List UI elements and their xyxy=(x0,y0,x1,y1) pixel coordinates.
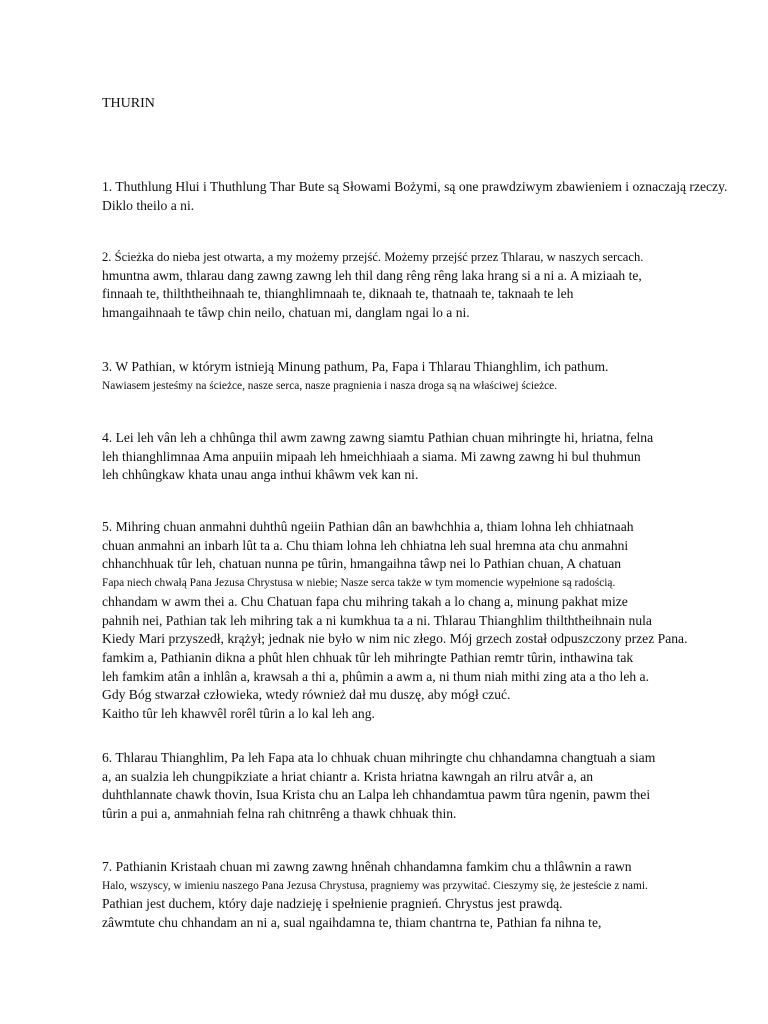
paragraph-4 xyxy=(102,429,762,485)
paragraph-line: duhthlannate chawk thovin, Isua Krista chu an Lalpa leh chhandamtua pawm tûra ngenin, pawm thei xyxy=(102,787,651,803)
paragraph-line: Fapa niech chwałą Pana Jezusa Chrystusa w niebie; Nasze serca także w tym momencie wypełnione są radością. xyxy=(102,577,616,590)
paragraph-line: chhanchhuak tûr leh, chatuan nunna pe tûrin, hmangaihna tâwp nei lo Pathian chuan, A chatuan xyxy=(102,556,622,572)
paragraph-line: Kiedy Mari przyszedł, krążył; jednak nie było w nim nic złego. Mój grzech został odpuszczony przez Pana. xyxy=(102,631,688,647)
paragraph-line: 6. Thlarau Thianghlim, Pa leh Fapa ata lo chhuak chuan mihringte chu chhandamna changtuah a siam xyxy=(102,750,656,765)
paragraph-line: leh thianghlimnaa Ama anpuiin mipaah leh hmeichhiaah a siama. Mi zawng zawng hi bul thuhmun xyxy=(102,448,641,464)
paragraph-line: Nawiasem jesteśmy na ścieżce, nasze serca, nasze pragnienia i nasza droga są na właściwej ścieżce. xyxy=(102,379,558,392)
paragraph-line: zâwmtute chu chhandam an ni a, sual ngaihdamna te, thiam chantrna te, Pathian fa nihna te, xyxy=(102,915,602,931)
paragraph-line: Pathian jest duchem, który daje nadzieję i spełnienie pragnień. Chrystus jest prawdą. xyxy=(102,896,563,912)
paragraph-line: 4. Lei leh vân leh a chhûnga thil awm zawng zawng siamtu Pathian chuan mihringte hi, hriatna, felna xyxy=(102,430,654,445)
paragraph-line: Diklo theilo a ni. xyxy=(102,197,195,213)
paragraph-line: hmangaihnaah te tâwp chin neilo, chatuan mi, danglam ngai lo a ni. xyxy=(102,305,470,321)
paragraph-6 xyxy=(102,749,762,824)
paragraph-line: Kaitho tûr leh khawvêl rorêl tûrin a lo kal leh ang. xyxy=(102,706,375,722)
paragraph-line: finnaah te, thilththeihnaah te, thianghlimnaah te, diknaah te, thatnaah te, taknaah te leh xyxy=(102,286,574,302)
paragraph-line: Gdy Bóg stwarzał człowieka, wtedy również dał mu duszę, aby mógł czuć. xyxy=(102,687,511,703)
paragraph-7 xyxy=(102,858,762,933)
paragraph-line: chhandam w awm thei a. Chu Chatuan fapa chu mihring takah a lo chang a, minung pakhat mize xyxy=(102,593,628,609)
paragraph-line: leh famkim atân a inhlân a, krawsah a thi a, phûmin a awm a, ni thum niah mithi zing ata a tho leh a. xyxy=(102,668,649,684)
paragraph-line: 5. Mihring chuan anmahni duhthû ngeiin Pathian dân an bawhchhia a, thiam lohna leh chhiatnaah xyxy=(102,519,634,534)
paragraph-line: a, an sualzia leh chungpikziate a hriat chiantr a. Krista hriatna kawngah an rilru atvâr a, an xyxy=(102,768,594,784)
paragraph-line: tûrin a pui a, anmahniah felna rah chitnrêng a thawk chhuak thin. xyxy=(102,806,457,822)
paragraph-line: Halo, wszyscy, w imieniu naszego Pana Jezusa Chrystusa, pragniemy was przywitać. Cieszymy się, że jesteście z nami. xyxy=(102,879,648,892)
paragraph-5 xyxy=(102,518,762,724)
paragraph-line: leh chhûngkaw khata unau anga inthui khâwm vek kan ni. xyxy=(102,467,419,483)
document-title: THURIN xyxy=(102,96,155,111)
paragraph-line: 7. Pathianin Kristaah chuan mi zawng zawng hnênah chhandamna famkim chu a thlâwnin a rawn xyxy=(102,859,632,874)
paragraph-line: pahnih nei, Pathian tak leh mihring tak a ni kumkhua ta a ni. Thlarau Thianghlim thilththeihnain nula xyxy=(102,612,652,628)
paragraph-line: hmuntna awm, thlarau dang zawng zawng leh thil dang rêng rêng laka hrang si a ni a. A miziaah te, xyxy=(102,267,642,283)
paragraph-line: famkim a, Pathianin dikna a phût hlen chhuak tûr leh mihringte Pathian remtr tûrin, inthawina tak xyxy=(102,649,634,665)
paragraph-line: 3. W Pathian, w którym istnieją Minung pathum, Pa, Fapa i Thlarau Thianghlim, ich pathum. xyxy=(102,359,609,374)
paragraph-line: 1. Thuthlung Hlui i Thuthlung Thar Bute są Słowami Bożymi, są one prawdziwym zbawieniem i oznaczają rzeczy. xyxy=(102,179,728,194)
paragraph-2 xyxy=(102,248,762,323)
paragraph-line: chuan anmahni an inbarh lût ta a. Chu thiam lohna leh chhiatna leh sual hremna ata chu anmahni xyxy=(102,537,629,553)
paragraph-line: 2. Ścieżka do nieba jest otwarta, a my możemy przejść. Możemy przejść przez Thlarau, w naszych sercach. xyxy=(102,250,644,264)
paragraph-1 xyxy=(102,178,762,215)
paragraph-3 xyxy=(102,358,762,395)
